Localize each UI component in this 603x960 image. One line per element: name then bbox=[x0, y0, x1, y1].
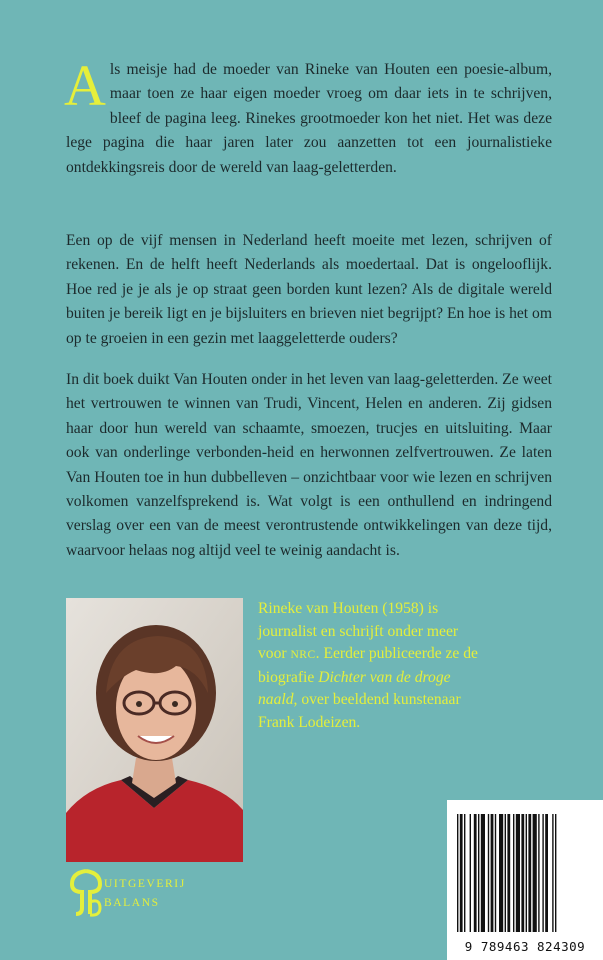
blurb-paragraph-1-text: ls meisje had de moeder van Rineke van Houten een poesie-album, maar toen ze haar eigen moeder vroeg om daar iets in te schrijven, bleef de pagina leeg. Rinekes grootmoeder kon het niet. Het was deze lege pagina die haar jaren later zou aanzetten tot een journalistieke ontdekkingsreis door de wereld van laag-geletterden. bbox=[66, 61, 552, 176]
publisher-logo-mark bbox=[66, 868, 106, 918]
publisher-line-1: UITGEVERIJ bbox=[104, 878, 186, 890]
blurb-paragraph-1 bbox=[64, 53, 552, 180]
barcode-bar bbox=[481, 814, 485, 932]
barcode-bar bbox=[464, 814, 465, 932]
blurb-paragraph-2: Een op de vijf mensen in Nederland heeft moeite met lezen, schrijven of rekenen. En de helft heeft Nederlands als moedertaal. Dat is ongelooflijk. Hoe red je je als je op straat geen borden kunt lezen? Als de digitale wereld buiten je bereik ligt en je bijsluiters en brieven niet begrijpt? En hoe is het om op te groeien in een gezin met laaggeletterde ouders? bbox=[66, 232, 552, 347]
author-bio-nrc: NRC bbox=[290, 649, 316, 662]
barcode-bar bbox=[528, 814, 531, 932]
barcode-bar bbox=[538, 814, 539, 932]
barcode-bar bbox=[555, 814, 556, 932]
barcode-bar bbox=[491, 814, 494, 932]
barcode-bar bbox=[495, 814, 496, 932]
publisher-line-2: BALANS bbox=[104, 897, 160, 909]
barcode-bar bbox=[533, 814, 537, 932]
isbn-number: 9 789463 824309 bbox=[464, 939, 586, 954]
barcode-bars bbox=[447, 800, 603, 940]
isbn-barcode bbox=[447, 800, 603, 960]
barcode-bar bbox=[488, 814, 489, 932]
barcode-bar bbox=[513, 814, 514, 932]
barcode-bar bbox=[542, 814, 543, 932]
barcode-bar bbox=[460, 814, 463, 932]
barcode-bar bbox=[457, 814, 458, 932]
barcode-bar bbox=[470, 814, 471, 932]
author-bio-text-1: Rineke van Houten (1958) is journalist en schrijft onder meer voor bbox=[258, 600, 459, 663]
barcode-bar bbox=[545, 814, 548, 932]
author-portrait-illustration bbox=[66, 598, 243, 862]
blurb-paragraph-3: In dit boek duikt Van Houten onder in het leven van laag-geletterden. Ze weet het vertrouwen te winnen van Trudi, Vincent, Helen en anderen. Zij gidsen haar door hun wereld van schaamte, smoezen, trucjes en uitsluiting. Maar ook van onderlinge verbonden-heid en herwonnen zelfvertrouwen. Ze laten Van Houten toe in hun dubbelleven – onzichtbaar voor wie lezen en schrijven volkomen vanzelfsprekend is. Wat volgt is een onthullend en indringend verslag over een van de meest verontrustende ontwikkelingen van deze tijd, waarvoor helaas nog altijd veel te weinig aandacht is. bbox=[66, 371, 552, 559]
barcode-bar bbox=[499, 814, 503, 932]
barcode-bar bbox=[505, 814, 506, 932]
author-portrait bbox=[66, 598, 243, 862]
barcode-bar bbox=[478, 814, 479, 932]
author-bio-text-2: . Eerder publiceerde ze de biografie bbox=[258, 645, 478, 686]
barcode-bar bbox=[521, 814, 524, 932]
drop-cap: A bbox=[64, 53, 106, 118]
barcode-bar bbox=[552, 814, 553, 932]
barcode-bar bbox=[474, 814, 477, 932]
author-bio-text-3: , over beeldend kunstenaar Frank Lodeizen. bbox=[258, 691, 461, 731]
author-bio-book-title: Dichter van de droge naald bbox=[258, 668, 451, 709]
publisher-name bbox=[104, 875, 186, 913]
author-bio bbox=[258, 598, 488, 735]
barcode-bar bbox=[507, 814, 510, 932]
barcode-bar bbox=[516, 814, 520, 932]
barcode-bar bbox=[526, 814, 527, 932]
